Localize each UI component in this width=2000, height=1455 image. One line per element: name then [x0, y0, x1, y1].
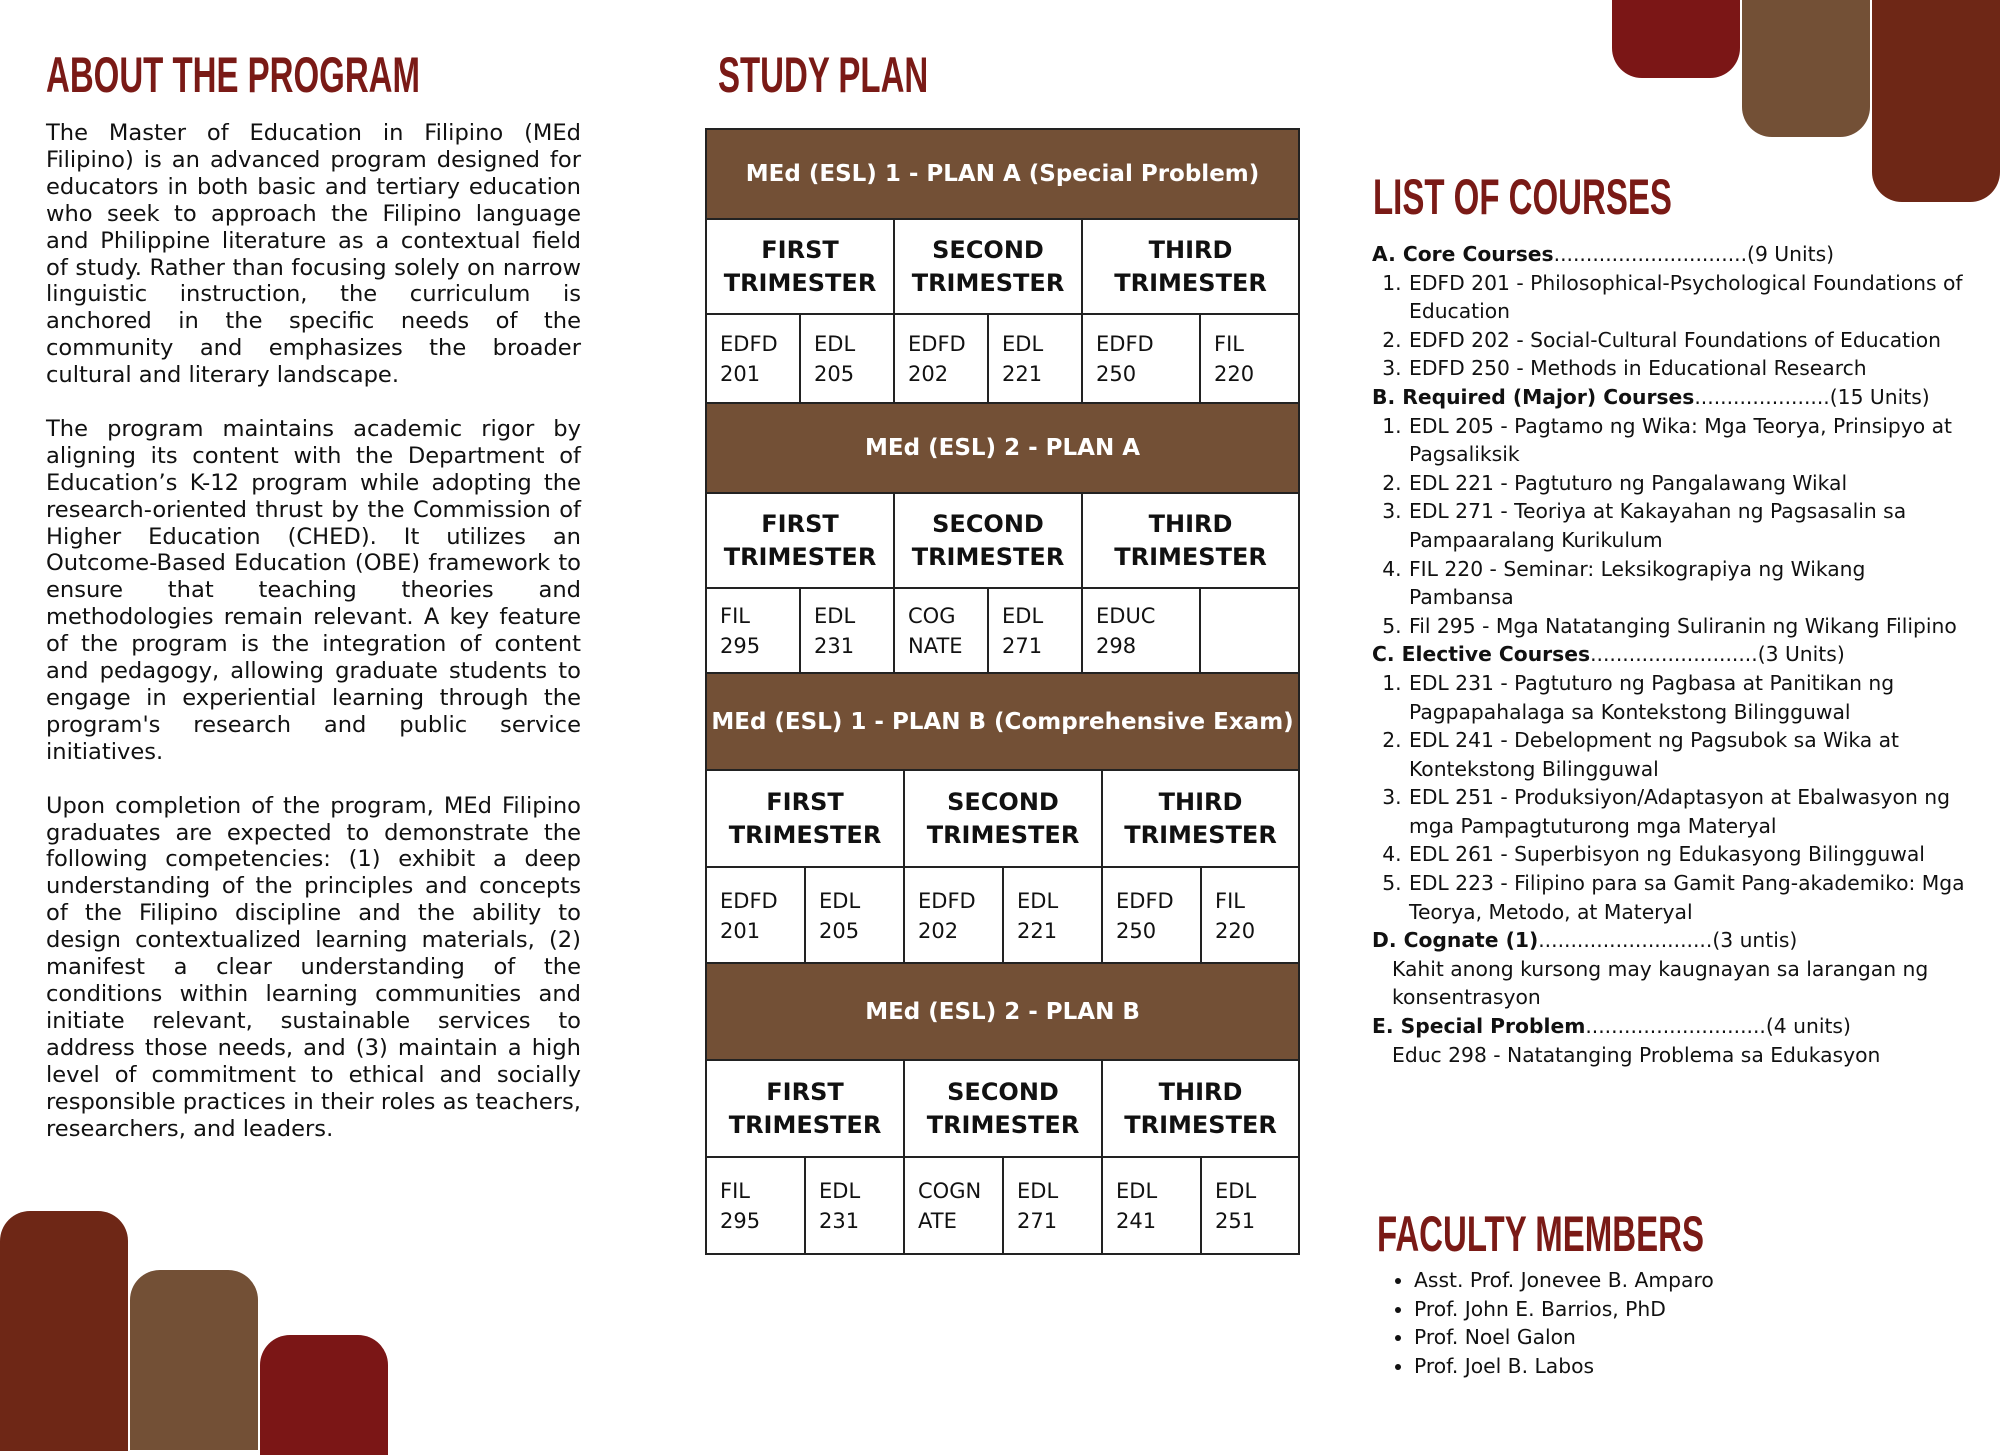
list-item: 1. EDFD 201 - Philosophical-Psychological Foundations of Education — [1408, 269, 1972, 326]
course-code-cell: FIL 295 — [706, 588, 800, 673]
plan-table-3 — [705, 672, 1300, 965]
decor-block-top-3 — [1872, 0, 2000, 202]
about-paragraph: The Master of Education in Filipino (MEd Filipino) is an advanced program designed for educators in both basic and tertiary education who seek to approach the Filipino language and Philippine literature as a contextual field of study. Rather than focusing solely on narrow linguistic instruction, the curriculum is anchored in the specific needs of the community and emphasizes the broader cultural and literary landscape. — [46, 120, 581, 389]
course-code-cell: EDUC 298 — [1082, 588, 1200, 673]
category-core: A. Core Courses..............................(9 Units) — [1372, 242, 1835, 266]
trimester-header-second: SECOND TRIMESTER — [904, 1060, 1102, 1157]
course-code-cell: EDL 271 — [1003, 1157, 1102, 1254]
faculty-member: • Prof. John E. Barrios, PhD — [1414, 1295, 1714, 1324]
plan-title: MEd (ESL) 1 - PLAN A (Special Problem) — [706, 129, 1299, 219]
list-item: 4. FIL 220 - Seminar: Leksikograpiya ng Wikang Pambansa — [1408, 555, 1972, 612]
list-item: 5. Fil 295 - Mga Natatanging Suliranin ng Wikang Filipino — [1408, 612, 1972, 641]
plan-table-4 — [705, 962, 1300, 1255]
course-code-cell: EDFD 201 — [706, 314, 800, 404]
trimester-header-second: SECOND TRIMESTER — [904, 770, 1102, 867]
course-code-cell: EDFD 250 — [1102, 867, 1201, 964]
trimester-header-first: FIRST TRIMESTER — [706, 219, 894, 314]
faculty-heading: FACULTY MEMBERS — [1377, 1206, 1704, 1262]
course-code-cell: EDFD 250 — [1082, 314, 1200, 404]
about-body — [46, 120, 581, 1169]
plan-table-2 — [705, 402, 1300, 674]
category-special-problem: E. Special Problem............................(4 units) — [1372, 1014, 1851, 1039]
plan-title: MEd (ESL) 2 - PLAN B — [706, 963, 1299, 1060]
about-paragraph: Upon completion of the program, MEd Filipino graduates are expected to demonstrate the following competencies: (1) exhibit a deep understanding of the principles and concepts of the Filipino discipline and the ability to design contextualized learning materials, (2) manifest a clear understanding of the conditions within learning communities and initiate relevant, sustainable services to address those needs, and (3) maintain a high level of commitment to ethical and socially responsible practices in their roles as teachers, researchers, and leaders. — [46, 792, 581, 1142]
trimester-header-second: SECOND TRIMESTER — [894, 493, 1082, 588]
faculty-member: • Prof. Joel B. Labos — [1414, 1352, 1714, 1381]
course-code-cell: EDFD 201 — [706, 867, 805, 964]
course-code-cell: COGN ATE — [904, 1157, 1003, 1254]
list-item: 3. EDL 251 - Produksiyon/Adaptasyon at Ebalwasyon ng mga Pampagtuturong mga Materyal — [1408, 783, 1972, 840]
course-code-cell: EDL 241 — [1102, 1157, 1201, 1254]
plan-title: MEd (ESL) 2 - PLAN A — [706, 403, 1299, 493]
list-item: 5. EDL 223 - Filipino para sa Gamit Pang-akademiko: Mga Teorya, Metodo, at Materyal — [1408, 869, 1972, 926]
category-required: B. Required (Major) Courses.....................(15 Units) — [1372, 384, 1930, 409]
trimester-header-second: SECOND TRIMESTER — [894, 219, 1082, 314]
plan-table-1 — [705, 128, 1300, 405]
faculty-list — [1392, 1266, 1714, 1380]
course-code-cell: COG NATE — [894, 588, 988, 673]
trimester-header-first: FIRST TRIMESTER — [706, 1060, 904, 1157]
elective-course-list — [1372, 669, 1972, 926]
course-code-cell: EDL 205 — [800, 314, 894, 404]
category-cognate: D. Cognate (1)...........................(3 untis) — [1372, 928, 1798, 953]
decor-block-bottom-1 — [0, 1211, 128, 1451]
required-course-list — [1372, 412, 1972, 641]
decor-block-top-1 — [1612, 0, 1740, 78]
plan-title: MEd (ESL) 1 - PLAN B (Comprehensive Exam) — [706, 673, 1299, 770]
course-code-cell: EDFD 202 — [894, 314, 988, 404]
course-code-cell: EDL 271 — [988, 588, 1082, 673]
list-item: 3. EDL 271 - Teoriya at Kakayahan ng Pagsasalin sa Pampaaralang Kurikulum — [1408, 497, 1972, 554]
course-code-cell: FIL 295 — [706, 1157, 805, 1254]
list-item: 2. EDFD 202 - Social-Cultural Foundations of Education — [1408, 326, 1972, 355]
about-paragraph: The program maintains academic rigor by aligning its content with the Department of Education’s K-12 program while adopting the research-oriented thrust by the Commission of Higher Education (CHED). It utilizes an Outcome-Based Education (OBE) framework to ensure that teaching theories and methodologies remain relevant. A key feature of the program is the integration of content and pedagogy, allowing graduate students to engage in experiential learning through the program's research and public service initiatives. — [46, 415, 581, 765]
trimester-header-third: THIRD TRIMESTER — [1082, 493, 1299, 588]
course-code-cell: EDL 221 — [988, 314, 1082, 404]
course-code-cell: FIL 220 — [1200, 314, 1299, 404]
course-code-cell: EDFD 202 — [904, 867, 1003, 964]
faculty-member: • Prof. Noel Galon — [1414, 1323, 1714, 1352]
course-code-cell: EDL 251 — [1201, 1157, 1299, 1254]
course-code-cell: EDL 205 — [805, 867, 904, 964]
course-code-cell — [1200, 588, 1299, 673]
cognate-description: Kahit anong kursong may kaugnayan sa larangan ng konsentrasyon — [1392, 956, 1929, 1010]
course-code-cell: EDL 231 — [800, 588, 894, 673]
list-item: 4. EDL 261 - Superbisyon ng Edukasyong Bilingguwal — [1408, 840, 1972, 869]
course-code-cell: EDL 231 — [805, 1157, 904, 1254]
list-item: 2. EDL 221 - Pagtuturo ng Pangalawang Wikal — [1408, 469, 1972, 498]
trimester-header-first: FIRST TRIMESTER — [706, 770, 904, 867]
faculty-member: • Asst. Prof. Jonevee B. Amparo — [1414, 1266, 1714, 1295]
course-code-cell: EDL 221 — [1003, 867, 1102, 964]
decor-block-bottom-2 — [130, 1270, 258, 1450]
trimester-header-third: THIRD TRIMESTER — [1102, 770, 1299, 867]
list-item: 1. EDL 205 - Pagtamo ng Wika: Mga Teorya, Prinsipyo at Pagsaliksik — [1408, 412, 1972, 469]
study-plan-heading: STUDY PLAN — [718, 47, 929, 103]
core-course-list — [1372, 269, 1972, 383]
courses-heading: LIST OF COURSES — [1373, 169, 1672, 225]
course-list — [1372, 240, 1972, 1069]
decor-block-top-2 — [1742, 0, 1870, 137]
trimester-header-third: THIRD TRIMESTER — [1102, 1060, 1299, 1157]
decor-block-bottom-3 — [260, 1335, 388, 1455]
list-item: 2. EDL 241 - Debelopment ng Pagsubok sa Wika at Kontekstong Bilingguwal — [1408, 726, 1972, 783]
category-elective: C. Elective Courses..........................(3 Units) — [1372, 642, 1845, 667]
about-heading: ABOUT THE PROGRAM — [46, 47, 420, 103]
course-code-cell: FIL 220 — [1201, 867, 1299, 964]
trimester-header-third: THIRD TRIMESTER — [1082, 219, 1299, 314]
trimester-header-first: FIRST TRIMESTER — [706, 493, 894, 588]
list-item: 3. EDFD 250 - Methods in Educational Research — [1408, 354, 1972, 383]
special-problem-description: Educ 298 - Natatanging Problema sa Edukasyon — [1392, 1042, 1881, 1067]
list-item: 1. EDL 231 - Pagtuturo ng Pagbasa at Panitikan ng Pagpapahalaga sa Kontekstong Bilingguwal — [1408, 669, 1972, 726]
